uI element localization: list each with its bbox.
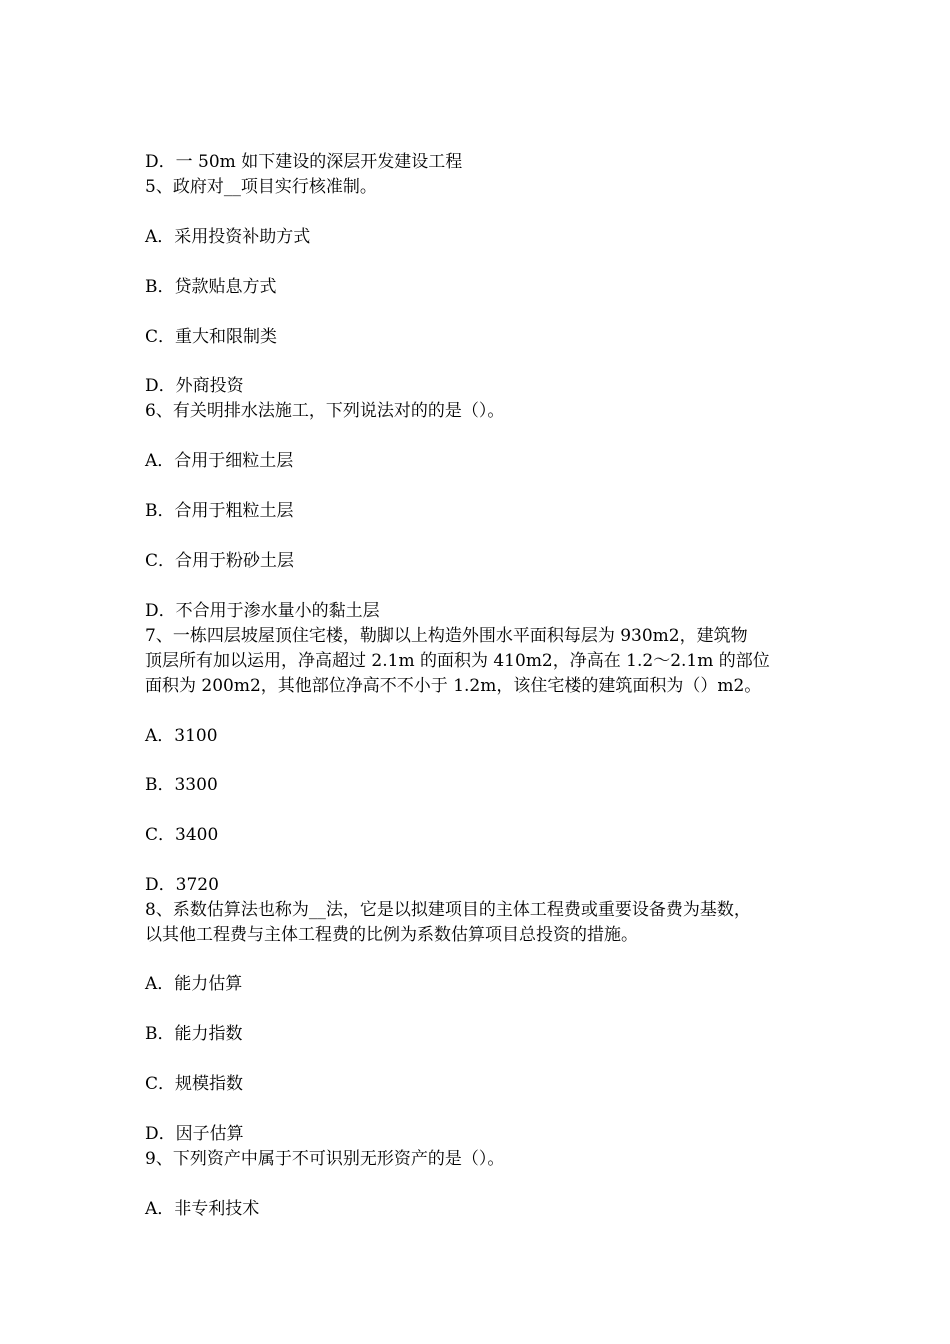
q8-option-d: D．因子估算 [145, 1124, 244, 1144]
q5-option-a: A．采用投资补助方式 [145, 227, 311, 247]
q7-stem-line-2: 顶层所有加以运用，净高超过 2.1m 的面积为 410m2，净高在 1.2～2.1m 的部位 [145, 651, 770, 671]
q6-option-b: B．合用于粗粒土层 [145, 501, 294, 521]
q9-stem: 9、下列资产中属于不可识别无形资产的是（）。 [145, 1149, 505, 1169]
q7-stem-line-1: 7、一栋四层坡屋顶住宅楼，勒脚以上构造外围水平面积每层为 930m2，建筑物 [145, 626, 748, 646]
q6-option-d: D．不合用于渗水量小的黏土层 [145, 601, 380, 621]
q5-option-b: B．贷款贴息方式 [145, 277, 277, 297]
q5-option-c: C．重大和限制类 [145, 327, 278, 347]
q5-stem: 5、政府对__项目实行核准制。 [145, 177, 377, 197]
q9-option-a: A．非专利技术 [145, 1199, 260, 1219]
q8-stem-line-2: 以其他工程费与主体工程费的比例为系数估算项目总投资的措施。 [145, 925, 638, 945]
q4-option-d: D．一 50m 如下建设的深层开发建设工程 [145, 152, 463, 172]
q8-option-c: C．规模指数 [145, 1074, 244, 1094]
q7-option-d: D．3720 [145, 875, 219, 895]
q8-option-a: A．能力估算 [145, 974, 243, 994]
q6-option-a: A．合用于细粒土层 [145, 451, 294, 471]
q6-option-c: C．合用于粉砂土层 [145, 551, 295, 571]
q5-option-d: D．外商投资 [145, 376, 244, 396]
q7-stem-line-3: 面积为 200m2，其他部位净高不不小于 1.2m，该住宅楼的建筑面积为（）m2。 [145, 676, 762, 696]
q7-option-a: A．3100 [145, 726, 218, 746]
q8-option-b: B．能力指数 [145, 1024, 243, 1044]
q7-option-b: B．3300 [145, 775, 218, 795]
q8-stem-line-1: 8、系数估算法也称为__法，它是以拟建项目的主体工程费或重要设备费为基数， [145, 900, 751, 920]
q6-stem: 6、有关明排水法施工，下列说法对的的是（）。 [145, 401, 505, 421]
q7-option-c: C．3400 [145, 825, 219, 845]
